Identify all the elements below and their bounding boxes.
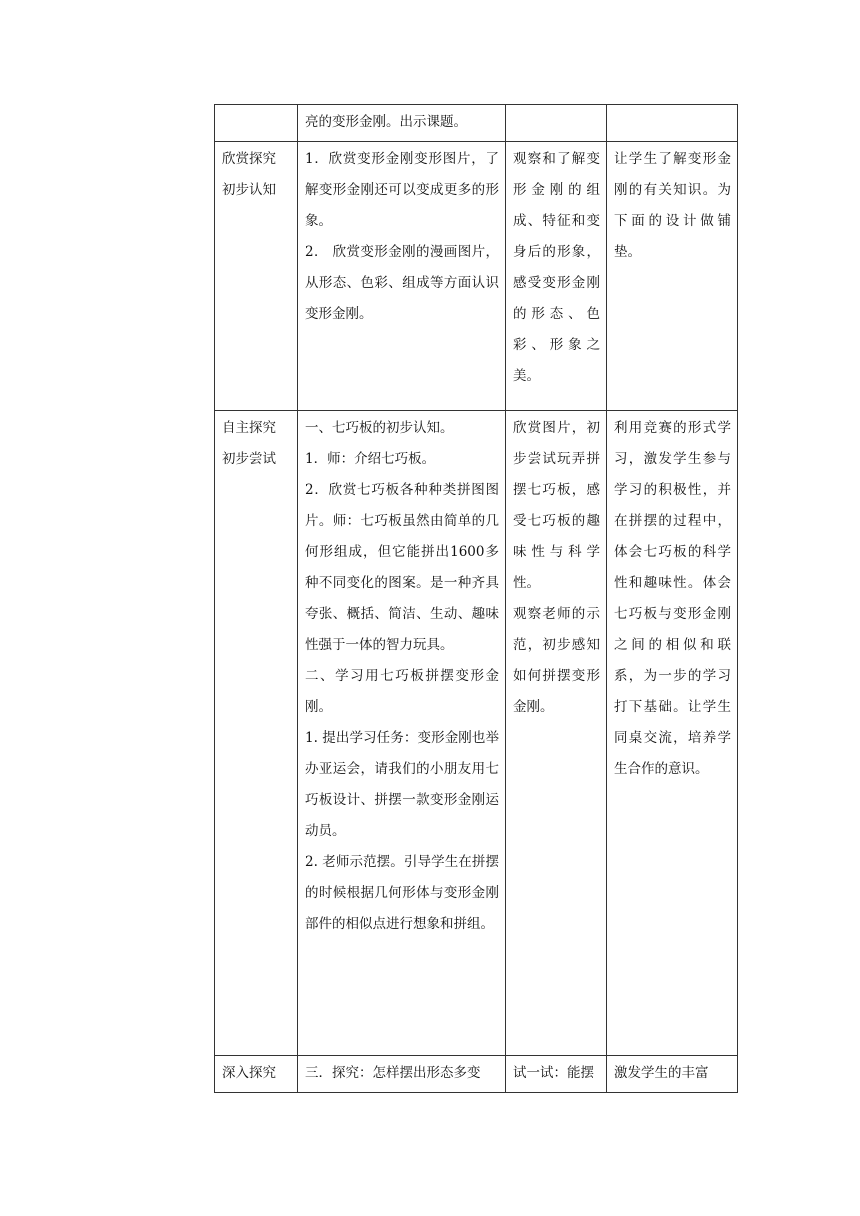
stage-cell bbox=[215, 142, 298, 411]
design-purpose-cell bbox=[607, 1056, 738, 1093]
content-cell bbox=[298, 411, 506, 1056]
content-cell bbox=[298, 105, 506, 142]
design-purpose-cell bbox=[607, 142, 738, 411]
content-paragraph: 1．欣赏变形金刚变形图片，了解变形金刚还可以变成更多的形象。 bbox=[305, 151, 499, 229]
design-purpose-text: 让学生了解变形金刚的有关知识。为下面的设计做铺垫。 bbox=[614, 151, 731, 260]
content-paragraph: 1. 提出学习任务：变形金刚也举办亚运会，请我们的小朋友用七巧板设计、拼摆一款变形金刚运动员。 bbox=[305, 730, 499, 839]
stage-label: 初步尝试 bbox=[222, 451, 276, 467]
stage-cell bbox=[215, 1056, 298, 1093]
content-cell bbox=[298, 1056, 506, 1093]
student-activity-text: 试一试：能摆 bbox=[513, 1065, 594, 1081]
design-purpose-cell bbox=[607, 105, 738, 142]
table-row bbox=[215, 142, 738, 411]
table-row bbox=[215, 105, 738, 142]
student-activity-cell bbox=[506, 105, 607, 142]
content-cell bbox=[298, 142, 506, 411]
content-paragraph: 1．师：介绍七巧板。 bbox=[305, 451, 436, 467]
design-purpose-text: 激发学生的丰富 bbox=[614, 1065, 709, 1081]
stage-label: 欣赏探究 bbox=[222, 151, 276, 167]
student-activity-cell bbox=[506, 142, 607, 411]
content-paragraph: 三．探究：怎样摆出形态多变 bbox=[305, 1065, 481, 1081]
content-paragraph: 一、七巧板的初步认知。 bbox=[305, 420, 454, 436]
student-activity-cell bbox=[506, 1056, 607, 1093]
student-activity-cell bbox=[506, 411, 607, 1056]
stage-label: 初步认知 bbox=[222, 182, 276, 198]
table-row bbox=[215, 1056, 738, 1093]
content-paragraph: 2. 老师示范摆。引导学生在拼摆的时候根据几何形体与变形金刚部件的相似点进行想象和拼组。 bbox=[305, 854, 499, 932]
design-purpose-text: 利用竞赛的形式学习，激发学生参与学习的积极性，并在拼摆的过程中，体会七巧板的科学性和趣味性。体会七巧板与变形金刚之间的相似和联系，为一步的学习打下基础。让学生同桌交流，培养学生合作的意识。 bbox=[614, 420, 731, 777]
stage-label: 自主探究 bbox=[222, 420, 276, 436]
content-paragraph: 二、学习用七巧板拼摆变形金刚。 bbox=[305, 668, 499, 715]
design-purpose-cell bbox=[607, 411, 738, 1056]
stage-label: 深入探究 bbox=[222, 1065, 276, 1081]
student-activity-text: 观察老师的示范，初步感知如何拼摆变形金刚。 bbox=[513, 606, 600, 715]
stage-cell bbox=[215, 411, 298, 1056]
content-paragraph: 2．欣赏七巧板各种种类拼图图片。师：七巧板虽然由简单的几何形组成，但它能拼出1600多种不同变化的图案。是一种齐具夸张、概括、简洁、生动、趣味性强于一体的智力玩具。 bbox=[305, 482, 499, 653]
stage-cell bbox=[215, 105, 298, 142]
student-activity-text: 观察和了解变形金刚的组成、特征和变身后的形象，感受变形金刚的形态、色彩、形象之美。 bbox=[513, 151, 600, 384]
table-row bbox=[215, 411, 738, 1056]
student-activity-text: 欣赏图片，初步尝试玩弄拼摆七巧板，感受七巧板的趣味性与科学性。 bbox=[513, 420, 600, 591]
content-paragraph: 2． 欣赏变形金刚的漫画图片，从形态、色彩、组成等方面认识变形金刚。 bbox=[305, 244, 499, 322]
lesson-plan-table bbox=[214, 104, 738, 1093]
content-paragraph: 亮的变形金刚。出示课题。 bbox=[305, 114, 467, 130]
